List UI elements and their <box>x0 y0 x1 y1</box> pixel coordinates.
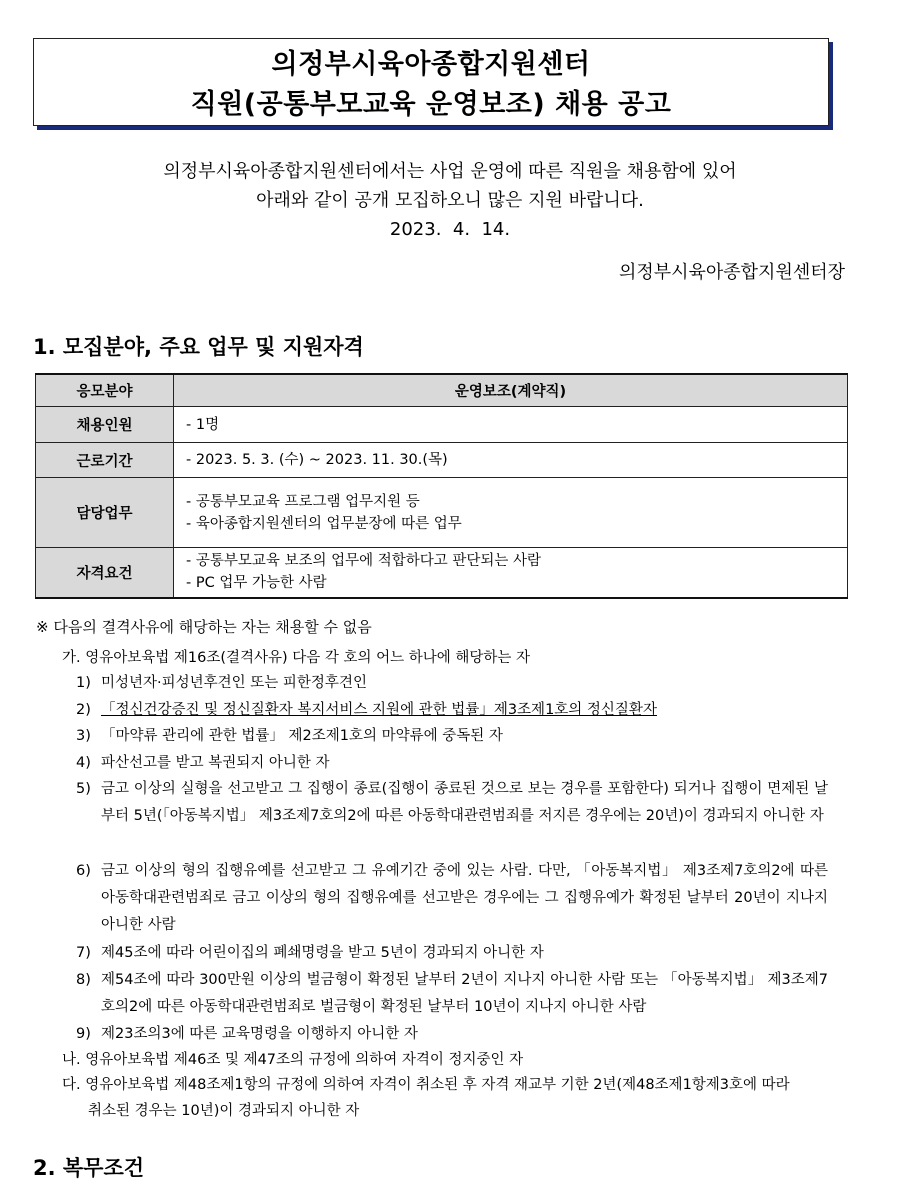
intro-line1: 의정부시육아종합지원센터에서는 사업 운영에 따른 직원을 채용함에 있어 <box>163 161 737 182</box>
page-title-line2: 직원(공통부모교육 운영보조) 채용 공고 <box>190 89 672 120</box>
row-value <box>174 548 848 598</box>
intro-line2: 아래와 같이 공개 모집하오니 많은 지원 바랍니다. <box>256 190 644 211</box>
item-text: 금고 이상의 형의 집행유예를 선고받고 그 유예기간 중에 있는 사람. 다만, 「아동복지법」 제3조제7호의2에 따른 아동학대관련범죄로 금고 이상의 형의 집행유예를 선고받은 경우에는 그 집행유예가 확정된 날부터 20년이 지나지 아니한 사람 <box>101 863 828 933</box>
item-text: 금고 이상의 실형을 선고받고 그 집행이 종료(집행이 종료된 것으로 보는 경우를 포함한다) 되거나 집행이 면제된 날부터 5년(「아동복지법」 제3조제7호의2에 따른 아동학대관련범죄를 저지른 경우에는 20년)이 경과되지 아니한 자 <box>101 781 828 824</box>
row-value-line: - 육아종합지원센터의 업무분장에 따른 업무 <box>186 515 462 532</box>
item-number: 9) <box>76 1026 91 1042</box>
row-label: 담당업무 <box>36 478 174 548</box>
row-label: 근로기간 <box>36 443 174 478</box>
row-value-line: - 공통부모교육 프로그램 업무지원 등 <box>186 493 420 510</box>
clause-na: 나. 영유아보육법 제46조 및 제47조의 규정에 의하여 자격이 정지중인 자 <box>62 1052 524 1068</box>
disqualification-note: ※ 다음의 결격사유에 해당하는 자는 채용할 수 없음 <box>36 618 372 636</box>
item-number: 1) <box>76 675 91 691</box>
table-header-row <box>36 374 848 407</box>
signer: 의정부시육아종합지원센터장 <box>618 262 845 283</box>
clause-da-continued: 취소된 경우는 10년)이 경과되지 아니한 자 <box>88 1103 360 1119</box>
section2-heading: 2. 복무조건 <box>33 1156 145 1180</box>
item-number: 4) <box>76 755 91 771</box>
item-number: 5) <box>76 781 91 797</box>
item-number: 3) <box>76 728 91 744</box>
table-row <box>36 443 848 478</box>
recruit-table <box>35 373 848 599</box>
row-value <box>174 407 848 443</box>
item-text: 제54조에 따라 300만원 이상의 벌금형이 확정된 날부터 2년이 지나지 아니한 사람 또는 「아동복지법」 제3조제7호의2에 따른 아동학대관련범죄로 벌금형이 확정된 날부터 10년이 지나지 아니한 사람 <box>101 972 828 1015</box>
row-value-line: - 1명 <box>186 416 220 433</box>
row-label: 자격요건 <box>36 548 174 598</box>
table-row <box>36 478 848 548</box>
page-title-line1: 의정부시육아종합지원센터 <box>271 49 591 80</box>
row-value <box>174 478 848 548</box>
table-row <box>36 548 848 598</box>
item-text: 「정신건강증진 및 정신질환자 복지서비스 지원에 관한 법률」제3조제1호의 정신질환자 <box>101 702 657 718</box>
title-box <box>33 38 829 126</box>
item-text: 파산선고를 받고 복권되지 아니한 자 <box>101 755 330 771</box>
item-text: 미성년자·피성년후견인 또는 피한정후견인 <box>101 675 367 691</box>
item-number: 2) <box>76 702 91 718</box>
header-label-cell: 응모분야 <box>36 374 174 407</box>
item-text: 제45조에 따라 어린이집의 폐쇄명령을 받고 5년이 경과되지 아니한 자 <box>101 945 544 961</box>
clause-da: 다. 영유아보육법 제48조제1항의 규정에 의하여 자격이 취소된 후 자격 재교부 기한 2년(제48조제1항제3호에 따라 <box>62 1077 790 1093</box>
item-text: 제23조의3에 따른 교육명령을 이행하지 아니한 자 <box>101 1026 418 1042</box>
row-label: 채용인원 <box>36 407 174 443</box>
table-row <box>36 407 848 443</box>
header-value-cell: 운영보조(계약직) <box>174 374 848 407</box>
item-number: 8) <box>76 972 91 988</box>
item-text: 「마약류 관리에 관한 법률」 제2조제1호의 마약류에 중독된 자 <box>101 728 503 744</box>
row-value-line: - 공통부모교육 보조의 업무에 적합하다고 판단되는 사람 <box>186 553 542 570</box>
intro-paragraph <box>0 157 900 244</box>
section1-heading: 1. 모집분야, 주요 업무 및 지원자격 <box>33 335 364 359</box>
announcement-date: 2023. 4. 14. <box>389 219 511 240</box>
row-value <box>174 443 848 478</box>
item-number: 6) <box>76 863 91 879</box>
row-value-line: - 2023. 5. 3. (수) ~ 2023. 11. 30.(목) <box>186 452 448 468</box>
clause-ga: 가. 영유아보육법 제16조(결격사유) 다음 각 호의 어느 하나에 해당하는 자 <box>62 650 531 666</box>
row-value-line: - PC 업무 가능한 사람 <box>186 575 327 592</box>
item-number: 7) <box>76 945 91 961</box>
